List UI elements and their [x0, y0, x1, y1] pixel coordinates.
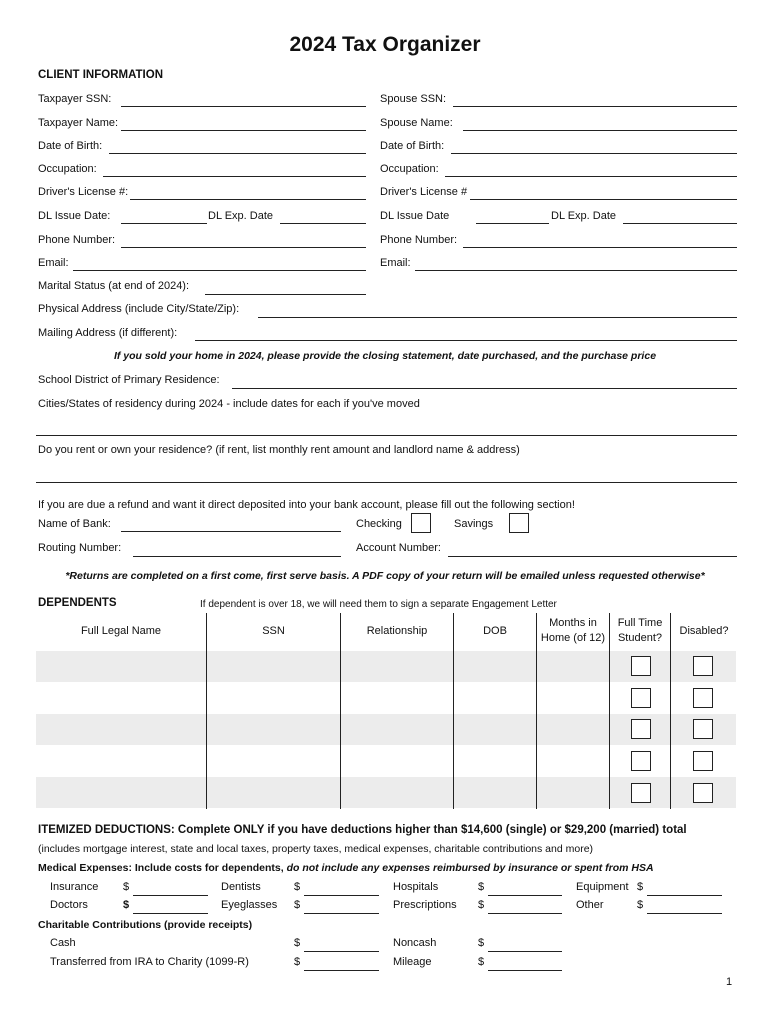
dl-field[interactable]: [130, 199, 366, 200]
mailing-address-label: Mailing Address (if different):: [38, 327, 178, 339]
dob-label: Date of Birth:: [38, 140, 103, 152]
spouse-email-label: Email:: [380, 257, 411, 269]
mileage-field[interactable]: [488, 970, 562, 971]
student-checkbox-3[interactable]: [631, 719, 651, 739]
spouse-dl-field[interactable]: [470, 199, 737, 200]
spouse-ssn-label: Spouse SSN:: [380, 93, 447, 105]
dollar-sign: $: [294, 899, 301, 911]
dollar-sign: $: [294, 937, 301, 949]
disabled-checkbox-5[interactable]: [693, 783, 713, 803]
spouse-dl-label: Driver's License #: [380, 186, 468, 198]
col-student-line1: Full Time: [617, 617, 663, 629]
mileage-label: Mileage: [393, 956, 432, 968]
other-field[interactable]: [647, 913, 722, 914]
cash-label: Cash: [50, 937, 76, 949]
student-checkbox-1[interactable]: [631, 656, 651, 676]
physical-address-field[interactable]: [258, 317, 737, 318]
physical-address-label: Physical Address (include City/State/Zip):: [38, 303, 240, 315]
noncash-label: Noncash: [393, 937, 437, 949]
itemized-subtext: (includes mortgage interest, state and local taxes, property taxes, medical expenses, charitable contributions and more): [38, 843, 594, 855]
refund-note: If you are due a refund and want it direct deposited into your bank account, please fill out the following section!: [38, 499, 575, 511]
spouse-dl-exp-label: DL Exp. Date: [551, 210, 617, 222]
dependents-heading: DEPENDENTS: [38, 597, 117, 609]
spouse-dob-field[interactable]: [451, 153, 737, 154]
student-checkbox-4[interactable]: [631, 751, 651, 771]
medical-heading: [38, 862, 654, 874]
page-title: 2024 Tax Organizer: [289, 33, 481, 56]
dollar-sign: $: [478, 937, 485, 949]
col-student-line2: Student?: [617, 632, 663, 644]
bank-name-label: Name of Bank:: [38, 518, 111, 530]
email-field[interactable]: [73, 270, 366, 271]
spouse-name-field[interactable]: [463, 130, 737, 131]
disabled-checkbox-1[interactable]: [693, 656, 713, 676]
col-divider: [206, 613, 207, 809]
rent-own-field[interactable]: [36, 482, 737, 483]
dependents-note: If dependent is over 18, we will need them to sign a separate Engagement Letter: [200, 599, 557, 610]
dollar-sign: $: [294, 881, 301, 893]
dentists-label: Dentists: [221, 881, 261, 893]
spouse-occupation-field[interactable]: [445, 176, 737, 177]
disabled-checkbox-2[interactable]: [693, 688, 713, 708]
spouse-phone-field[interactable]: [463, 247, 737, 248]
dl-exp-label: DL Exp. Date: [208, 210, 274, 222]
prescriptions-field[interactable]: [488, 913, 562, 914]
account-label: Account Number:: [356, 542, 441, 554]
dollar-sign: $: [637, 899, 644, 911]
ira-field[interactable]: [304, 970, 379, 971]
mailing-address-field[interactable]: [195, 340, 737, 341]
dollar-sign: $: [637, 881, 644, 893]
dob-field[interactable]: [109, 153, 366, 154]
school-district-field[interactable]: [232, 388, 737, 389]
dl-exp-field[interactable]: [280, 223, 366, 224]
equipment-label: Equipment: [576, 881, 629, 893]
routing-label: Routing Number:: [38, 542, 122, 554]
doctors-label: Doctors: [50, 899, 88, 911]
col-disabled: Disabled?: [679, 625, 729, 637]
noncash-field[interactable]: [488, 951, 562, 952]
col-dob: DOB: [483, 625, 507, 637]
phone-field[interactable]: [121, 247, 366, 248]
equipment-field[interactable]: [647, 895, 722, 896]
email-label: Email:: [38, 257, 69, 269]
savings-label: Savings: [454, 518, 494, 530]
col-divider: [609, 613, 610, 809]
dollar-sign: $: [478, 881, 485, 893]
rent-own-label: Do you rent or own your residence? (if rent, list monthly rent amount and landlord name & address): [38, 444, 520, 456]
eyeglasses-field[interactable]: [304, 913, 379, 914]
disabled-checkbox-3[interactable]: [693, 719, 713, 739]
marital-label: Marital Status (at end of 2024):: [38, 280, 190, 292]
dollar-sign: $: [478, 899, 485, 911]
taxpayer-name-label: Taxpayer Name:: [38, 117, 119, 129]
col-divider: [453, 613, 454, 809]
medical-heading-italic: do not include any expenses reimbursed by insurance or spent from HSA: [283, 862, 654, 874]
spouse-dl-exp-field[interactable]: [623, 223, 737, 224]
col-ssn: SSN: [262, 625, 285, 637]
routing-field[interactable]: [133, 556, 341, 557]
other-label: Other: [576, 899, 604, 911]
disabled-checkbox-4[interactable]: [693, 751, 713, 771]
insurance-label: Insurance: [50, 881, 99, 893]
home-sale-note: If you sold your home in 2024, please provide the closing statement, date purchased, and the purchase price: [113, 350, 657, 362]
col-divider: [536, 613, 537, 809]
spouse-phone-label: Phone Number:: [380, 234, 458, 246]
eyeglasses-label: Eyeglasses: [221, 899, 278, 911]
dl-issue-field[interactable]: [121, 223, 207, 224]
cities-residency-field[interactable]: [36, 435, 737, 436]
spouse-name-label: Spouse Name:: [380, 117, 453, 129]
marital-field[interactable]: [205, 294, 366, 295]
taxpayer-ssn-field[interactable]: [121, 106, 366, 107]
dentists-field[interactable]: [304, 895, 379, 896]
col-months-line2: Home (of 12): [540, 632, 606, 644]
returns-note: *Returns are completed on a first come, first serve basis. A PDF copy of your return will be emailed unless requested otherwise*: [65, 570, 705, 582]
dl-label: Driver's License #:: [38, 186, 129, 198]
cash-field[interactable]: [304, 951, 379, 952]
checking-label: Checking: [356, 518, 402, 530]
client-info-heading: CLIENT INFORMATION: [38, 69, 163, 81]
occupation-field[interactable]: [103, 176, 366, 177]
charitable-heading: Charitable Contributions (provide receipts): [38, 919, 253, 931]
hospitals-field[interactable]: [488, 895, 562, 896]
occupation-label: Occupation:: [38, 163, 97, 175]
bank-name-field[interactable]: [121, 531, 341, 532]
spouse-email-field[interactable]: [415, 270, 737, 271]
phone-label: Phone Number:: [38, 234, 116, 246]
dollar-sign: $: [294, 956, 301, 968]
prescriptions-label: Prescriptions: [393, 899, 457, 911]
itemized-heading: ITEMIZED DEDUCTIONS: Complete ONLY if you have deductions higher than $14,600 (single) or $29,200 (married) total: [38, 824, 687, 836]
col-months-line1: Months in: [549, 617, 597, 629]
taxpayer-ssn-label: Taxpayer SSN:: [38, 93, 112, 105]
spouse-occupation-label: Occupation:: [380, 163, 439, 175]
account-field[interactable]: [448, 556, 737, 557]
spouse-dl-issue-label: DL Issue Date: [380, 210, 450, 222]
doctors-field[interactable]: [133, 913, 208, 914]
dl-issue-label: DL Issue Date:: [38, 210, 111, 222]
insurance-field[interactable]: [133, 895, 208, 896]
page-number: 1: [726, 976, 733, 988]
savings-checkbox[interactable]: [509, 513, 529, 533]
school-district-label: School District of Primary Residence:: [38, 374, 220, 386]
student-checkbox-2[interactable]: [631, 688, 651, 708]
col-relationship: Relationship: [366, 625, 428, 637]
dollar-sign: $: [478, 956, 485, 968]
dollar-sign: $: [123, 899, 130, 911]
hospitals-label: Hospitals: [393, 881, 439, 893]
col-full-legal-name: Full Legal Name: [80, 625, 162, 637]
student-checkbox-5[interactable]: [631, 783, 651, 803]
dollar-sign: $: [123, 881, 130, 893]
spouse-dob-label: Date of Birth:: [380, 140, 445, 152]
cities-residency-label: Cities/States of residency during 2024 - include dates for each if you've moved: [38, 398, 420, 410]
checking-checkbox[interactable]: [411, 513, 431, 533]
ira-label: Transferred from IRA to Charity (1099-R): [50, 956, 249, 968]
spouse-dl-issue-field[interactable]: [476, 223, 549, 224]
col-divider: [670, 613, 671, 809]
spouse-ssn-field[interactable]: [453, 106, 737, 107]
col-divider: [340, 613, 341, 809]
taxpayer-name-field[interactable]: [121, 130, 366, 131]
medical-heading-bold: Medical Expenses: Include costs for dependents,: [38, 862, 284, 874]
